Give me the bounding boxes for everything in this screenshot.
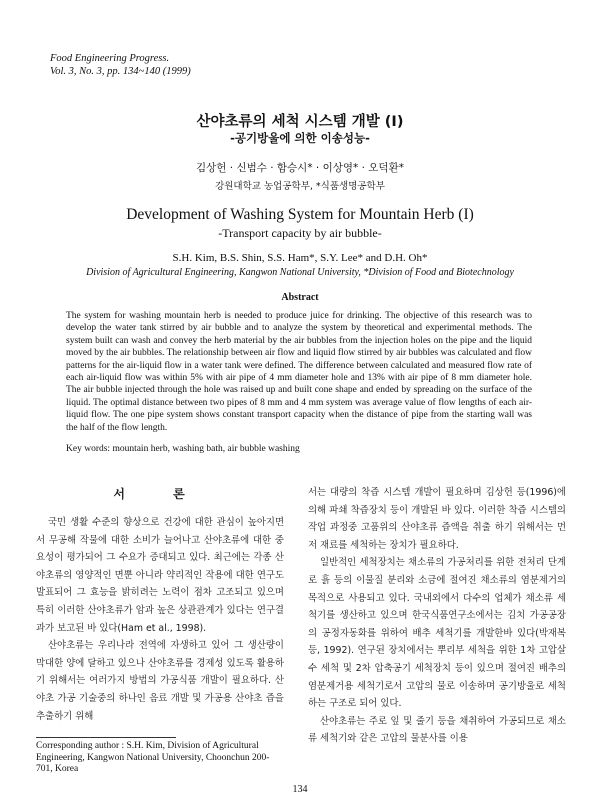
english-authors: S.H. Kim, B.S. Shin, S.S. Ham*, S.Y. Lee* and D.H. Oh*: [172, 252, 428, 264]
korean-subtitle: -공기방울에 의한 이송성능-: [230, 131, 370, 145]
english-subtitle: -Transport capacity by air bubble-: [218, 226, 382, 240]
paragraph: 일반적인 세척장치는 채소류의 가공처리를 위한 전처리 단계로 흙 등의 이물질 분리와 소금에 절여진 채소류의 염분제거의 목적으로 사용되고 있다. 국내외에서 다수의 업체가 채소류 세척기를 생산하고 있으며 한국식품연구소에서는 김치 가공공장의 공정자동화를 위하여 배추 세척기를 개발한바 있다(박재복 등, 1992). 연구된 장치에서는 뿌리부 세척을 위한 1차 고압살수 세척 및 2차 압축공기 세척장치 등이 있으며 절여진 배추의 염분제거용 세척기로서 고압의 물로 이송하며 공기방울로 세척하는 구조로 되어 있다.: [308, 557, 566, 710]
page-number: 134: [292, 784, 308, 795]
abstract-heading: Abstract: [281, 292, 319, 303]
korean-title: 산야초류의 세척 시스템 개발 (I): [196, 114, 404, 130]
english-title: Development of Washing System for Mountain Herb (I): [126, 206, 474, 223]
paragraph: 국민 생활 수준의 향상으로 건강에 대한 관심이 높아지면서 무공해 작물에 대한 소비가 늘어나고 산야초류에 대한 중요성이 평가되어 그 수요가 증대되고 있다. 최근에는 각종 산야초류의 영양적인 면뿐 아니라 약리적인 작용에 대한 연구도 발표되어 그 효능을 밝히려는 노력이 점차 고조되고 있으며 특히 이러한 산야초류가 암과 높은 상관관계가 있다는 연구결과가 보고된 바 있다(Ham et al., 1998).: [36, 517, 284, 634]
english-affiliation: Division of Agricultural Engineering, Kangwon National University, *Division of Food and Biotechnology: [86, 267, 514, 278]
korean-authors: 김상헌 · 신범수 · 함승시* · 이상영* · 오덕환*: [196, 162, 404, 174]
abstract-text: The system for washing mountain herb is needed to produce juice for drinking. The objective of this research was to develop the water tank stirred by air bubble and to analyze the system by theoretical and experimental methods. The system built can wash and convey the herb material by the air bubbles from the injection holes on the pipe and the liquid moved by the air bubbles. The relationship between air flow and liquid flow stirred by air bubbles was calculated and flow patterns for the air-liquid flow in a water tank were defined. The difference between calculated and measured flow rate of each air-liquid flow was within 5% with air pipe of 4 mm diameter hole and 13% with air pipe of 8 mm diameter hole. The air bubble injected through the hole was raised up and built cone shape and ended by spreading on the surface of the liquid. The optimal distance between two pipes of 8 mm and 4 mm system was average value of flow lengths of each air-liquid flow. The one pipe system shows constant transport capacity when the distance of pipe from the starting wall was the half of the flow length.: [66, 311, 532, 433]
korean-affiliation: 강원대학교 농업공학부, *식품생명공학부: [215, 181, 385, 192]
paragraph: 서는 대량의 착즙 시스템 개발이 필요하며 김상헌 등(1996)에 의해 파쇄 착즙장치 등이 개발된 바 있다. 이러한 착즙 시스템의 작업 과정중 고품위의 산야초류 즙액을 취출 하기 위해서는 먼저 재료를 세척하는 장치가 필요하다.: [308, 487, 566, 551]
right-column: [308, 484, 566, 748]
footnote-divider: [36, 737, 176, 738]
journal-name: Food Engineering Progress.: [50, 53, 170, 64]
journal-header: [50, 52, 350, 78]
section-heading: 서 론: [113, 487, 207, 501]
keywords: Key words: mountain herb, washing bath, air bubble washing: [66, 444, 300, 454]
journal-volume: Vol. 3, No. 3, pp. 134~140 (1999): [50, 66, 191, 77]
paragraph: 산야초류는 우리나라 전역에 자생하고 있어 그 생산량이 막대한 양에 달하고 있으나 산야초류를 경제성 있도록 활용하기 위해서는 여러가지 방법의 가공식품 개발이 필요하다. 산야초 가공 기술중의 하나인 음료 개발 및 가공용 산야초 즙을 추출하기 위해: [36, 640, 284, 722]
paragraph: 산야초류는 주로 잎 및 줄기 등을 채취하여 가공되므로 채소류 세척기와 같은 고압의 물분사를 이용: [308, 715, 566, 745]
left-column: [36, 486, 284, 725]
footnote: Corresponding author : S.H. Kim, Division of Agricultural Engineering, Kangwon National University, Choonchun 200-701, Korea: [36, 741, 270, 774]
